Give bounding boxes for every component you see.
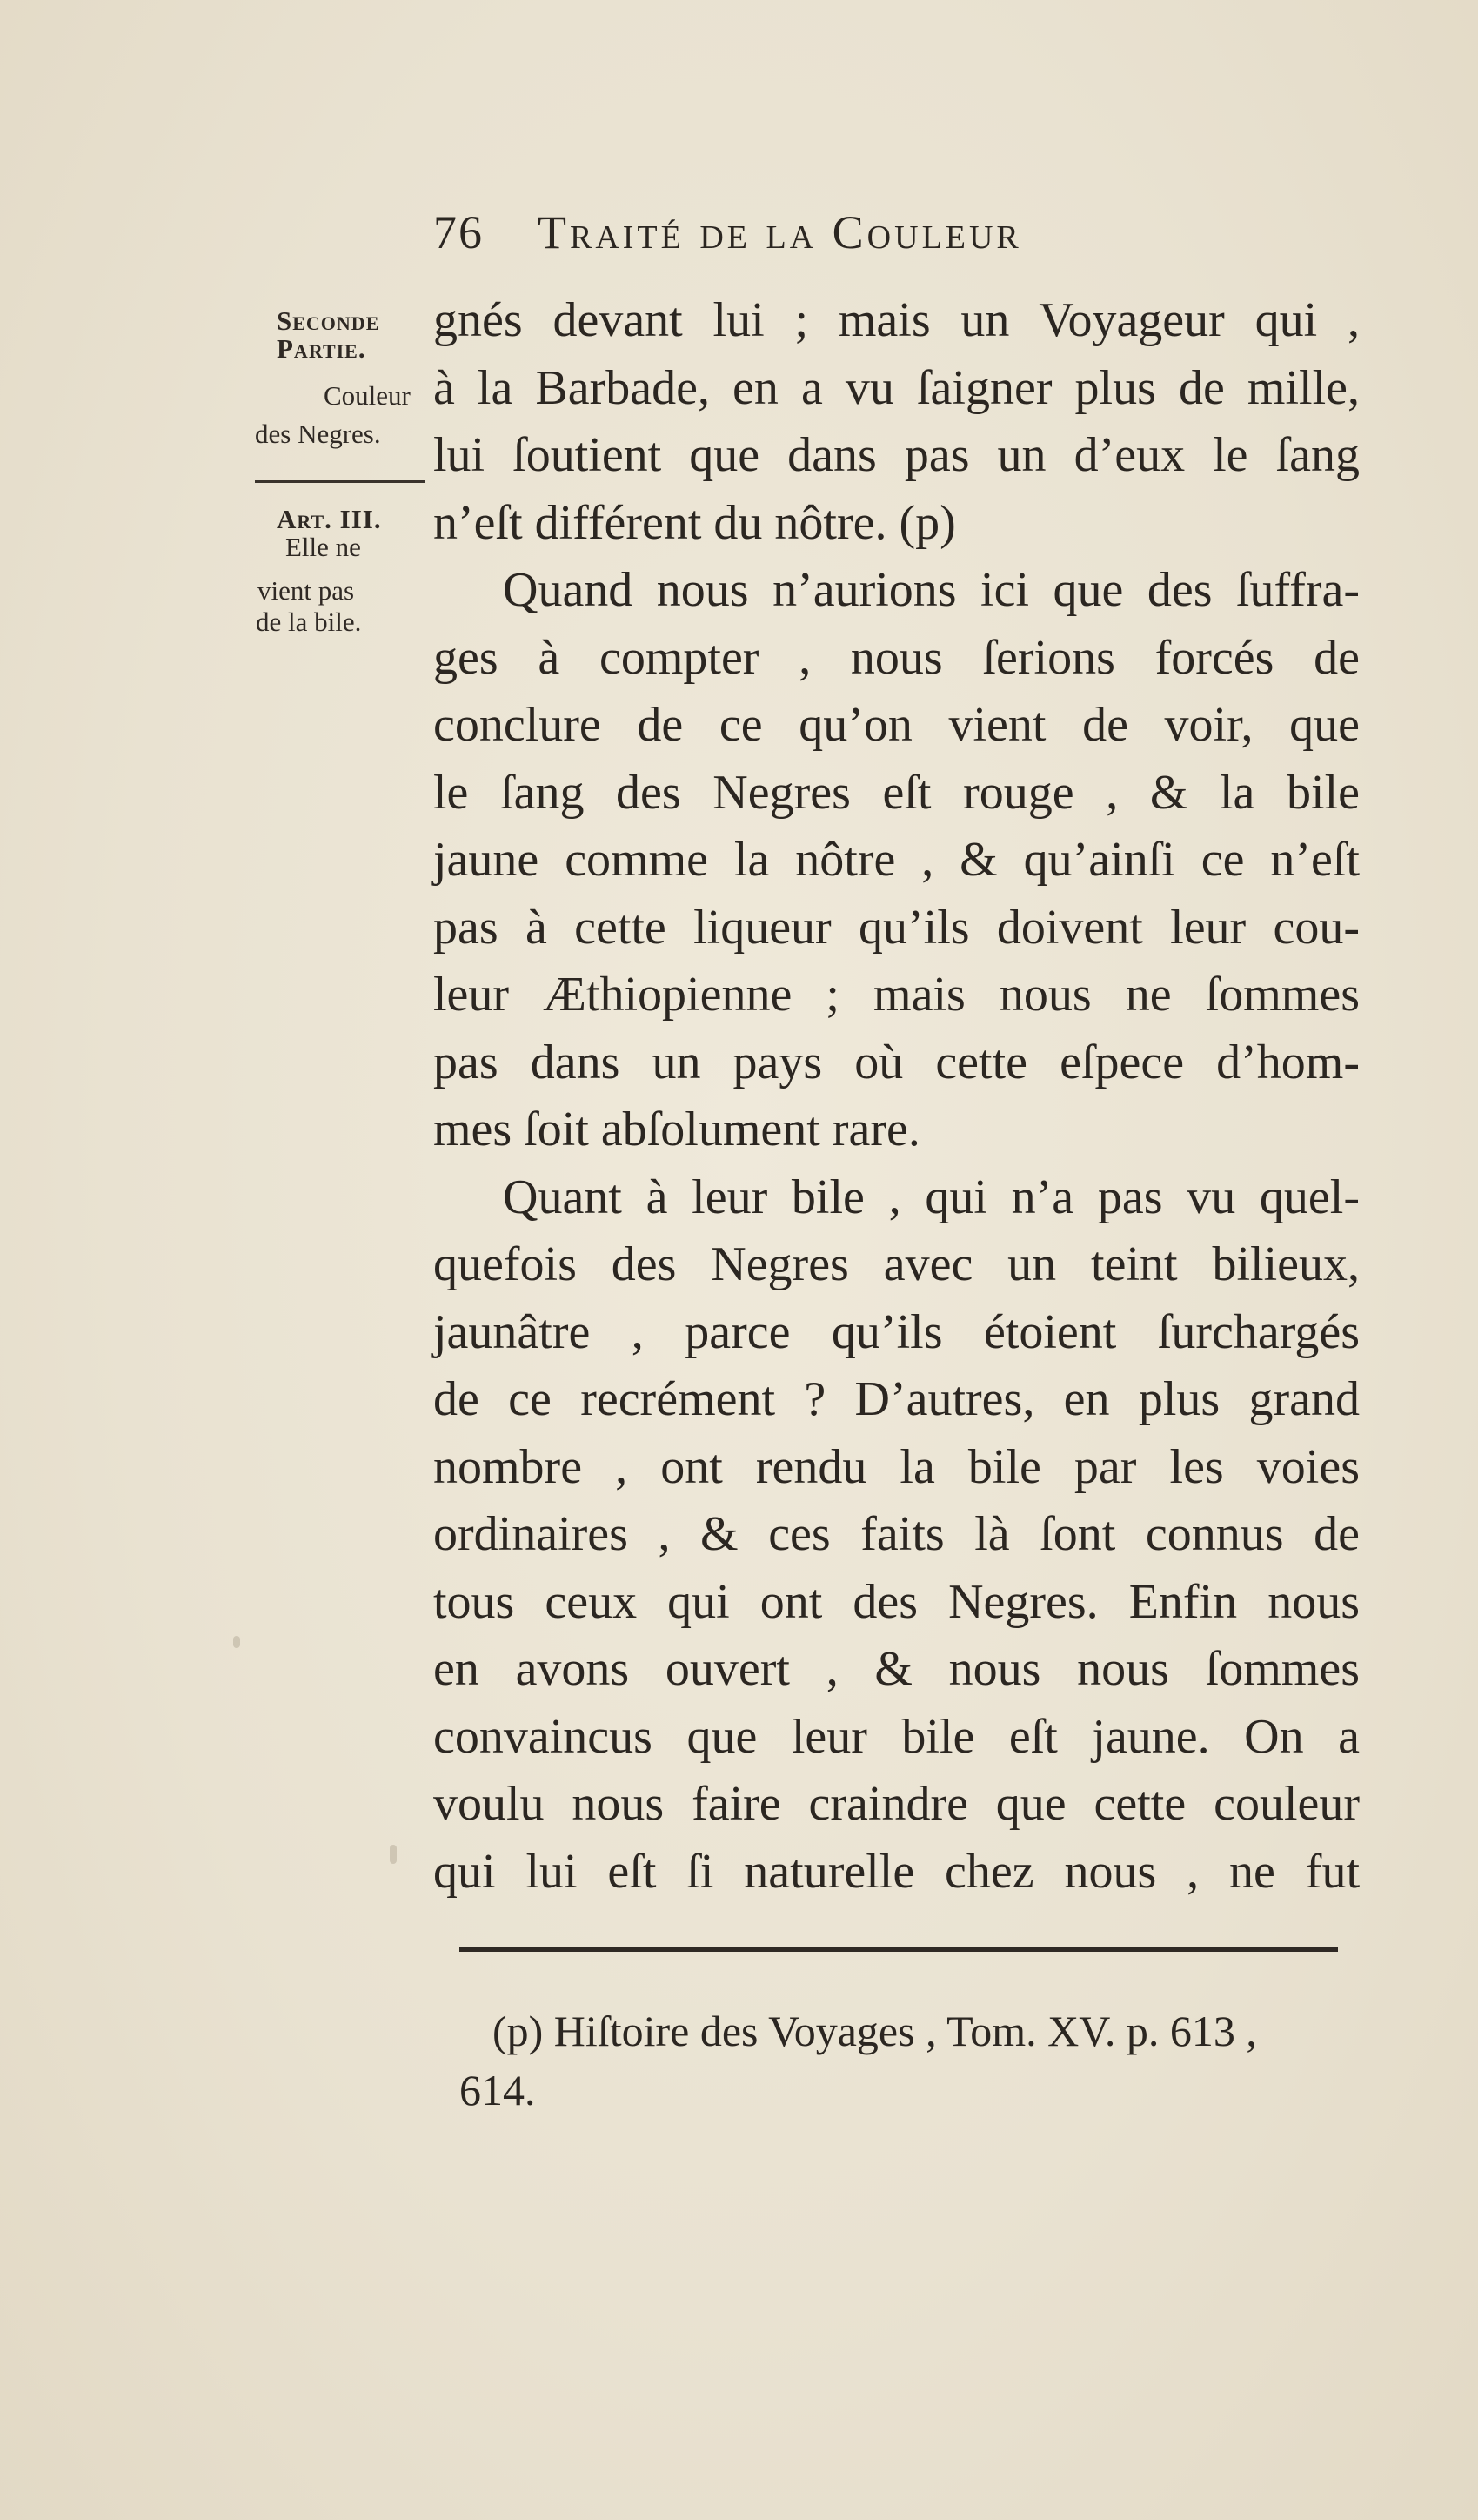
sidenote-topic-line2: des Negres. bbox=[255, 419, 381, 449]
body-line: tous ceux qui ont des Negres. Enfin nous bbox=[433, 1574, 1360, 1629]
sidenote-article: Art. III. bbox=[277, 504, 382, 534]
running-header bbox=[433, 205, 1022, 259]
sidenote-divider bbox=[255, 480, 425, 483]
footnote-line: (p) Hiſtoire des Voyages , Tom. XV. p. 613 , bbox=[492, 2007, 1257, 2055]
body-line: quefois des Negres avec un teint bilieux, bbox=[433, 1237, 1360, 1291]
footnote-rule bbox=[459, 1947, 1338, 1952]
body-line: convaincus que leur bile eſt jaune. On a bbox=[433, 1709, 1360, 1764]
body-line: ges à compter , nous ſerions forcés de bbox=[433, 630, 1360, 685]
footnote-line: 614. bbox=[459, 2066, 536, 2115]
body-line: leur Æthiopienne ; mais nous ne ſommes bbox=[433, 968, 1360, 1022]
footnote bbox=[459, 2001, 1360, 2120]
body-line: n’eſt différent du nôtre. (p) bbox=[433, 495, 956, 550]
body-line: conclure de ce qu’on vient de voir, que bbox=[433, 698, 1360, 752]
sidenote-summary-line1: Elle ne bbox=[285, 532, 361, 562]
paper-mark bbox=[390, 1845, 397, 1864]
body-line: Quand nous n’aurions ici que des ſuffra- bbox=[503, 563, 1360, 617]
running-title: Traité de la Couleur bbox=[538, 206, 1022, 258]
body-line: à la Barbade, en a vu ſaigner plus de mille, bbox=[433, 360, 1360, 415]
body-line: en avons ouvert , & nous nous ſommes bbox=[433, 1642, 1360, 1696]
paper-mark bbox=[233, 1636, 240, 1648]
body-line: jaunâtre , parce qu’ils étoient ſurchargés bbox=[433, 1304, 1360, 1359]
body-line: jaune comme la nôtre , & qu’ainſi ce n’eſt bbox=[433, 833, 1360, 887]
page-number: 76 bbox=[433, 206, 484, 258]
body-line: Quant à leur bile , qui n’a pas vu quel- bbox=[503, 1170, 1360, 1224]
sidenote-part-line2: Partie. bbox=[277, 333, 366, 364]
body-line: lui ſoutient que dans pas un d’eux le ſang bbox=[433, 428, 1360, 482]
sidenote-summary-line3: de la bile. bbox=[256, 607, 362, 637]
body-line: pas à cette liqueur qu’ils doivent leur cou- bbox=[433, 900, 1360, 955]
body-line: le ſang des Negres eſt rouge , & la bile bbox=[433, 765, 1360, 820]
body-line: pas dans un pays où cette eſpece d’hom- bbox=[433, 1035, 1360, 1089]
sidenote-topic-line1: Couleur bbox=[324, 380, 411, 411]
sidenote-summary-line2: vient pas bbox=[257, 575, 355, 606]
body-text bbox=[433, 287, 1360, 1906]
body-line: de ce recrément ? D’autres, en plus grand bbox=[433, 1372, 1360, 1426]
body-line: qui lui eſt ſi naturelle chez nous , ne fut bbox=[433, 1844, 1360, 1899]
sidenote-part-line1: Seconde bbox=[277, 305, 380, 336]
body-line: nombre , ont rendu la bile par les voies bbox=[433, 1439, 1360, 1494]
body-line: voulu nous faire craindre que cette couleur bbox=[433, 1777, 1360, 1831]
body-line: gnés devant lui ; mais un Voyageur qui , bbox=[433, 293, 1360, 347]
body-line: mes ſoit abſolument rare. bbox=[433, 1102, 920, 1156]
body-line: ordinaires , & ces faits là ſont connus de bbox=[433, 1507, 1360, 1561]
